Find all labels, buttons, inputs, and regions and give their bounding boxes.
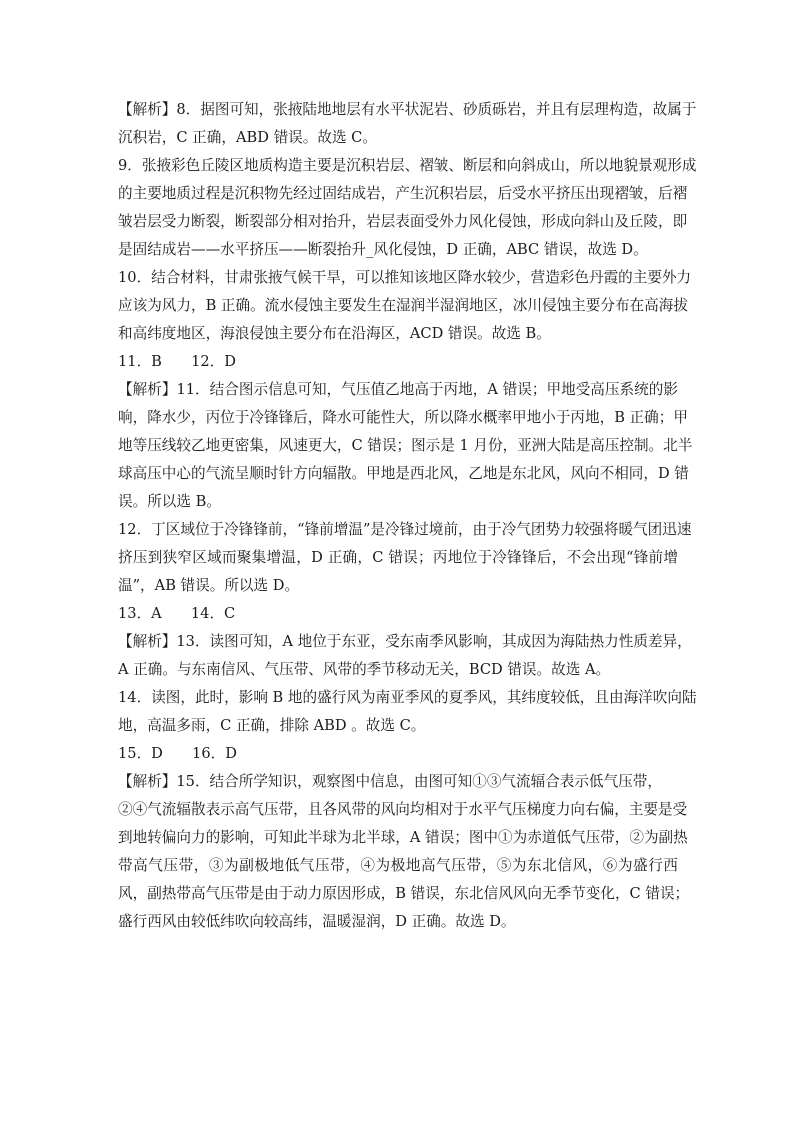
- document-page: [118, 96, 697, 936]
- text-line: A 正确。与东南信风、气压带、风带的季节移动无关，BCD 错误。故选 A。: [118, 661, 611, 678]
- text-line: 误。所以选 B。: [118, 493, 221, 510]
- text-line: 应该为风力，B 正确。流水侵蚀主要发生在湿润半湿润地区，冰川侵蚀主要分布在高海拔: [118, 297, 688, 314]
- answer-key-line: 11．B 12．D: [118, 353, 236, 370]
- text-line: 带高气压带，③为副极地低气压带，④为极地高气压带，⑤为东北信风，⑥为盛行西: [118, 857, 678, 874]
- text-line: 皱岩层受力断裂，断裂部分相对抬升，岩层表面受外力风化侵蚀，形成向斜山及丘陵，即: [118, 213, 688, 230]
- text-line: 地，高温多雨，C 正确，排除 ABD 。故选 C。: [118, 717, 426, 734]
- text-line: 地等压线较乙地更密集，风速更大，C 错误；图示是 1 月份，亚洲大陆是高压控制。北半: [118, 437, 693, 454]
- text-line: 的主要地质过程是沉积物先经过固结成岩，产生沉积岩层，后受水平挤压出现褶皱，后褶: [118, 185, 688, 202]
- text-line: 和高纬度地区，海浪侵蚀主要分布在沿海区，ACD 错误。故选 B。: [118, 325, 551, 342]
- text-line: 盛行西风由较低纬吹向较高纬，温暖湿润，D 正确。故选 D。: [118, 913, 516, 930]
- text-line: 温”，AB 错误。所以选 D。: [118, 577, 300, 594]
- text-line: 【解析】13．读图可知，A 地位于东亚，受东南季风影响，其成因为海陆热力性质差异，: [118, 633, 692, 650]
- text-line: 挤压到狭窄区域而聚集增温，D 正确，C 错误；丙地位于冷锋锋后，不会出现“锋前增: [118, 549, 678, 566]
- text-line: 9．张掖彩色丘陵区地质构造主要是沉积岩层、褶皱、断层和向斜成山，所以地貌景观形成: [118, 157, 697, 174]
- text-line: ②④气流辐散表示高气压带，且各风带的风向均相对于水平气压梯度力向右偏，主要是受: [118, 801, 688, 818]
- text-line: 14．读图，此时，影响 B 地的盛行风为南亚季风的夏季风，其纬度较低，且由海洋吹向陆: [118, 689, 697, 706]
- text-line: 【解析】8．据图可知，张掖陆地地层有水平状泥岩、砂质砾岩，并且有层理构造，故属于: [118, 101, 697, 118]
- text-line: 沉积岩，C 正确，ABD 错误。故选 C。: [118, 129, 377, 146]
- text-line: 风，副热带高气压带是由于动力原因形成，B 错误，东北信风风向无季节变化，C 错误；: [118, 885, 690, 902]
- text-line: 是固结成岩——水平挤压——断裂抬升_风化侵蚀，D 正确，ABC 错误，故选 D。: [118, 241, 648, 258]
- text-line: 10．结合材料，甘肃张掖气候干旱，可以推知该地区降水较少，营造彩色丹霞的主要外力: [118, 269, 692, 286]
- text-line: 12．丁区域位于冷锋锋前，“锋前增温”是冷锋过境前，由于冷气团势力较强将暖气团迅速: [118, 521, 692, 538]
- text-line: 响，降水少，丙位于冷锋锋后，降水可能性大，所以降水概率甲地小于丙地，B 正确；甲: [118, 409, 688, 426]
- answer-key-line: 15．D 16．D: [118, 745, 237, 762]
- text-line: 到地转偏向力的影响，可知此半球为北半球，A 错误；图中①为赤道低气压带，②为副热: [118, 829, 688, 846]
- text-line: 球高压中心的气流呈顺时针方向辐散。甲地是西北风，乙地是东北风，风向不相同，D 错: [118, 465, 689, 482]
- text-line: 【解析】15．结合所学知识，观察图中信息，由图可知①③气流辐合表示低气压带，: [118, 773, 662, 790]
- answer-key-line: 13．A 14．C: [118, 605, 236, 622]
- text-line: 【解析】11．结合图示信息可知，气压值乙地高于丙地，A 错误；甲地受高压系统的影: [118, 381, 678, 398]
